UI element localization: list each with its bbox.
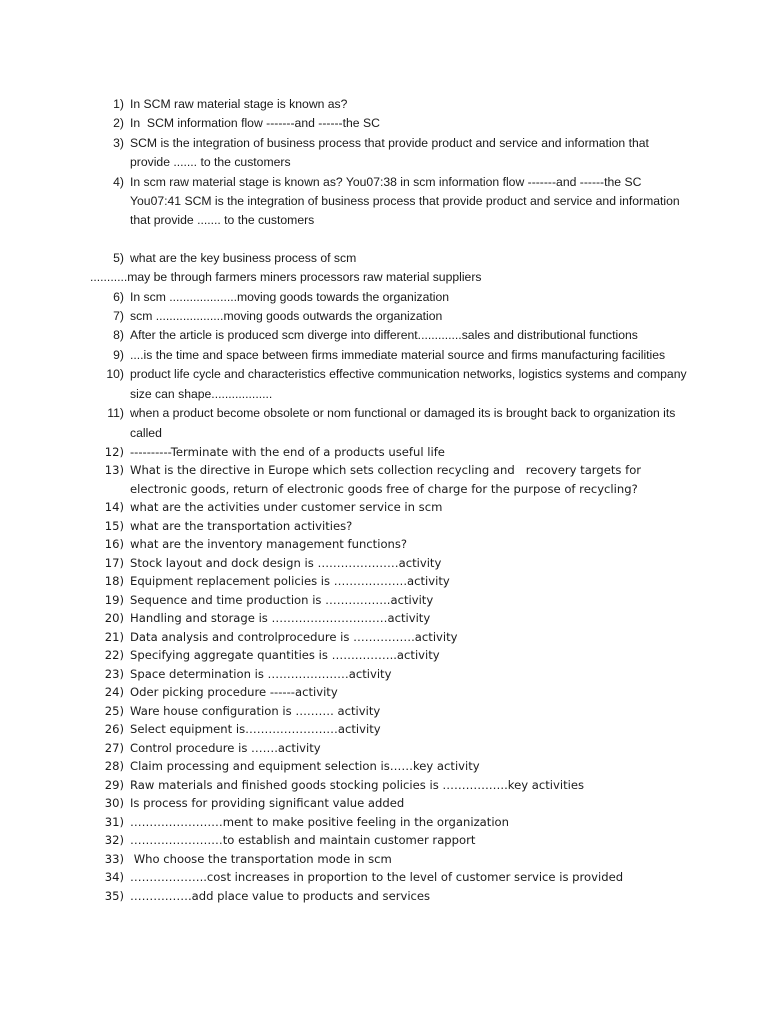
question-item xyxy=(0,628,768,647)
question-item xyxy=(0,702,768,721)
question-item xyxy=(0,646,768,665)
question-text: ………………..cost increases in proportion to the level of customer service is provided xyxy=(130,870,624,885)
question-number: 12) xyxy=(104,444,124,459)
question-text: Space determination is …………………activity xyxy=(130,666,392,681)
question-text: Handling and storage is …………………………activity xyxy=(130,611,431,626)
question-number: 15) xyxy=(104,518,124,533)
question-text: Is process for providing significant value added xyxy=(130,796,405,811)
question-text: ....is the time and space between firms immediate material source and firms manufacturing facilities xyxy=(130,347,666,362)
question-number: 2) xyxy=(113,116,124,131)
question-item xyxy=(0,307,768,326)
question-text: what are the key business process of scm xyxy=(130,250,357,265)
question-number: 35) xyxy=(104,888,124,903)
question-item xyxy=(0,831,768,850)
question-number: 21) xyxy=(104,629,124,644)
question-text: product life cycle and characteristics effective communication networks, logistics systems and company size can shape.................. xyxy=(130,367,690,401)
question-item xyxy=(0,346,768,365)
question-number: 1) xyxy=(113,97,124,111)
question-text: In scm ....................moving goods towards the organization xyxy=(130,289,450,304)
question-item xyxy=(0,95,768,114)
question-number: 8) xyxy=(113,328,124,343)
question-text: what are the activities under customer service in scm xyxy=(130,500,443,515)
question-text: Claim processing and equipment selection is……key activity xyxy=(130,759,480,774)
question-number: 29) xyxy=(104,777,124,792)
question-text: Specifying aggregate quantities is ……………..activity xyxy=(130,648,440,663)
question-number: 30) xyxy=(104,796,124,811)
question-text: After the article is produced scm diverge into different.............sales and distributional functions xyxy=(130,328,638,343)
question-number: 19) xyxy=(104,592,124,607)
question-text: ……………………to establish and maintain customer rapport xyxy=(130,833,476,848)
question-number: 16) xyxy=(104,537,124,552)
question-text: ……………………ment to make positive feeling in the organization xyxy=(130,814,509,829)
question-number: 17) xyxy=(104,555,124,570)
question-item xyxy=(0,794,768,813)
question-text: what are the transportation activities? xyxy=(130,518,353,533)
question-number: 10) xyxy=(106,367,124,382)
question-number: 18) xyxy=(104,574,124,589)
question-item xyxy=(0,776,768,795)
question-group-1 xyxy=(0,95,768,231)
question-text: In SCM raw material stage is known as? xyxy=(130,97,348,111)
question-item xyxy=(0,813,768,832)
question-item xyxy=(0,461,768,498)
question-number: 34) xyxy=(104,870,124,885)
question-item xyxy=(0,404,768,443)
question-number: 33) xyxy=(104,851,124,866)
question-item xyxy=(0,665,768,684)
question-item xyxy=(0,739,768,758)
question-item xyxy=(0,249,768,268)
question-text: Oder picking procedure ------activity xyxy=(130,685,338,700)
question-number: 31) xyxy=(104,814,124,829)
question-item xyxy=(0,535,768,554)
question-text: Sequence and time production is ……………..activity xyxy=(130,592,434,607)
unnumbered-line: ...........may be through farmers miners processors raw material suppliers xyxy=(90,270,482,285)
question-number: 11) xyxy=(107,406,124,421)
question-text: Equipment replacement policies is ……………….activity xyxy=(130,574,450,589)
question-text: Who choose the transportation mode in scm xyxy=(130,851,392,866)
question-text: what are the inventory management functions? xyxy=(130,537,408,552)
question-number: 25) xyxy=(104,703,124,718)
question-number: 6) xyxy=(113,289,124,304)
question-item xyxy=(0,134,768,173)
question-number: 4) xyxy=(113,174,124,189)
question-text: Data analysis and controlprocedure is …………….activity xyxy=(130,629,458,644)
question-item xyxy=(0,609,768,628)
question-item xyxy=(0,443,768,462)
question-text: In SCM information flow -------and ------the SC xyxy=(130,116,380,131)
question-item xyxy=(0,720,768,739)
question-item xyxy=(0,554,768,573)
question-item xyxy=(0,498,768,517)
question-item xyxy=(0,887,768,906)
question-group-3 xyxy=(0,443,768,906)
question-text: Select equipment is……………………activity xyxy=(130,722,381,737)
question-item xyxy=(0,572,768,591)
question-text: scm ....................moving goods outwards the organization xyxy=(130,309,443,324)
question-item xyxy=(0,326,768,345)
question-item xyxy=(0,365,768,404)
paragraph-gap xyxy=(0,231,768,249)
question-text: Control procedure is …….activity xyxy=(130,740,321,755)
question-number: 13) xyxy=(104,463,124,478)
question-list xyxy=(0,95,768,905)
question-number: 26) xyxy=(104,722,124,737)
question-item xyxy=(0,173,768,231)
question-number: 20) xyxy=(104,611,124,626)
question-number: 27) xyxy=(104,740,124,755)
question-text: …………….add place value to products and services xyxy=(130,888,431,903)
question-item xyxy=(0,683,768,702)
question-text: Stock layout and dock design is …………………activity xyxy=(130,555,442,570)
question-item xyxy=(0,850,768,869)
question-item xyxy=(0,591,768,610)
question-group-2 xyxy=(0,288,768,443)
question-number: 5) xyxy=(113,250,124,265)
question-number: 9) xyxy=(113,347,124,362)
question-number: 23) xyxy=(104,666,124,681)
question-item xyxy=(0,868,768,887)
question-number: 14) xyxy=(104,500,124,515)
question-text: Ware house configuration is ………. activity xyxy=(130,703,381,718)
question-number: 22) xyxy=(104,648,124,663)
question-text: ----------Terminate with the end of a products useful life xyxy=(130,444,445,459)
question-number: 24) xyxy=(104,685,124,700)
question-text: Raw materials and finished goods stocking policies is ……………..key activities xyxy=(130,777,585,792)
question-text: SCM is the integration of business process that provide product and service and information that provide ....... to the customers xyxy=(130,135,653,170)
question-text: What is the directive in Europe which sets collection recycling and recovery targets for electronic goods, return of electronic goods free of charge for the purpose of recycling? xyxy=(130,463,645,496)
question-item xyxy=(0,288,768,307)
question-text: In scm raw material stage is known as? You07:38 in scm information flow -------and ------the SC You07:41 SCM is the integration of business process that provide product and service and information that provide ....... to the customers xyxy=(130,174,684,228)
question-number: 28) xyxy=(104,759,124,774)
question-number: 7) xyxy=(113,309,124,324)
question-item xyxy=(0,114,768,133)
question-number: 3) xyxy=(113,135,124,150)
question-item xyxy=(0,757,768,776)
question-text: when a product become obsolete or nom functional or damaged its is brought back to organization its called xyxy=(130,406,679,440)
question-number: 32) xyxy=(104,833,124,848)
question-item xyxy=(0,517,768,536)
